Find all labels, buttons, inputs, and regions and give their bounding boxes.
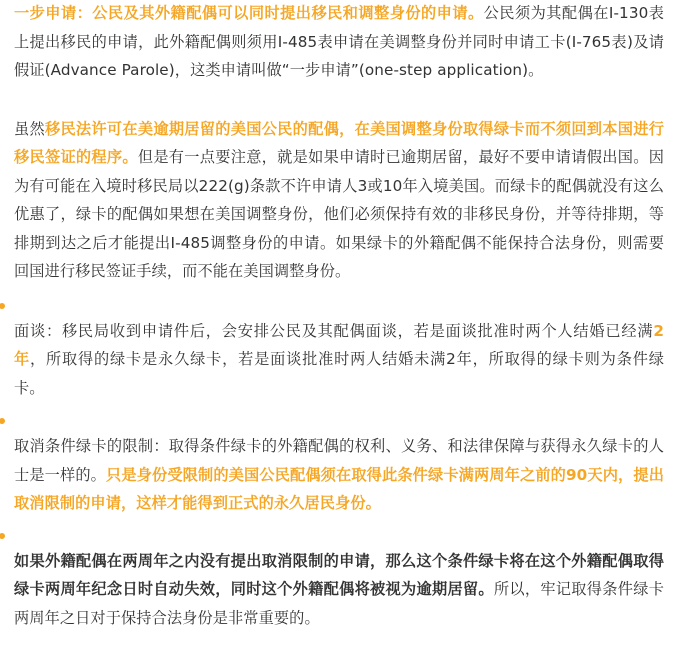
body-text: 取消条件绿卡的限制：取得条件绿卡的外籍配偶的权利、义务、和法律保障与获得永久绿卡的人士是一样的。 <box>14 437 664 484</box>
paragraph-remove-conditions <box>0 432 676 518</box>
paragraph-one-step-application <box>0 0 676 85</box>
paragraph-interview <box>0 317 676 403</box>
highlight-text: 一步申请：公民及其外籍配偶可以同时提出移民和调整身份的申请。 <box>14 4 484 22</box>
body-text: 虽然 <box>14 119 45 138</box>
bold-text: 如果外籍配偶在两周年之内没有提出取消限制的申请，那么这个条件绿卡将在这个外籍配偶取得绿卡两周年纪念日时自动失效，同时这个外籍配偶将被视为逾期居留。 <box>14 551 664 598</box>
body-text: 所以，牢记取得条件绿卡两周年之日对于保持合法身份是非常重要的。 <box>14 580 664 627</box>
bullet-dot-icon <box>0 418 5 424</box>
bullet-dot-icon <box>0 533 5 539</box>
highlight-text: 移民法许可在美逾期居留的美国公民的配偶，在美国调整身份取得绿卡而不须回到本国进行移民签证的程序。 <box>14 119 665 166</box>
highlight-text: 2年 <box>14 321 664 368</box>
paragraph-failure-consequence <box>0 547 676 633</box>
bullet-dot-icon <box>0 303 5 309</box>
body-text: 面谈：移民局收到申请件后，会安排公民及其配偶面谈，若是面谈批准时两个人结婚已经满 <box>14 321 654 340</box>
body-text: ，所取得的绿卡是永久绿卡，若是面谈批准时两人结婚未满2年，所取得的绿卡则为条件绿卡。 <box>14 350 664 397</box>
body-text: 公民须为其配偶在I-130表上提出移民的申请，此外籍配偶则须用I-485表申请在美调整身份并同时申请工卡(I-765表)及请假证(Advance Parole)，这类申请叫做“一步申请”(one-step application)。 <box>14 4 664 79</box>
paragraph-adjust-status <box>0 115 676 286</box>
highlight-text: 只是身份受限制的美国公民配偶须在取得此条件绿卡满两周年之前的90天内，提出取消限制的申请，这样才能得到正式的永久居民身份。 <box>14 465 664 512</box>
body-text: 但是有一点要注意，就是如果申请时已逾期居留，最好不要申请请假出国。因为有可能在入境时移民局以222(g)条款不许申请人3或10年入境美国。而绿卡的配偶就没有这么优惠了，绿卡的配偶如果想在美国调整身份，他们必须保持有效的非移民身份，并等待排期，等排期到达之后才能提出I-485调整身份的申请。如果绿卡的外籍配偶不能保持合法身份，则需要回国进行移民签证手续，而不能在美国调整身份。 <box>14 148 664 280</box>
